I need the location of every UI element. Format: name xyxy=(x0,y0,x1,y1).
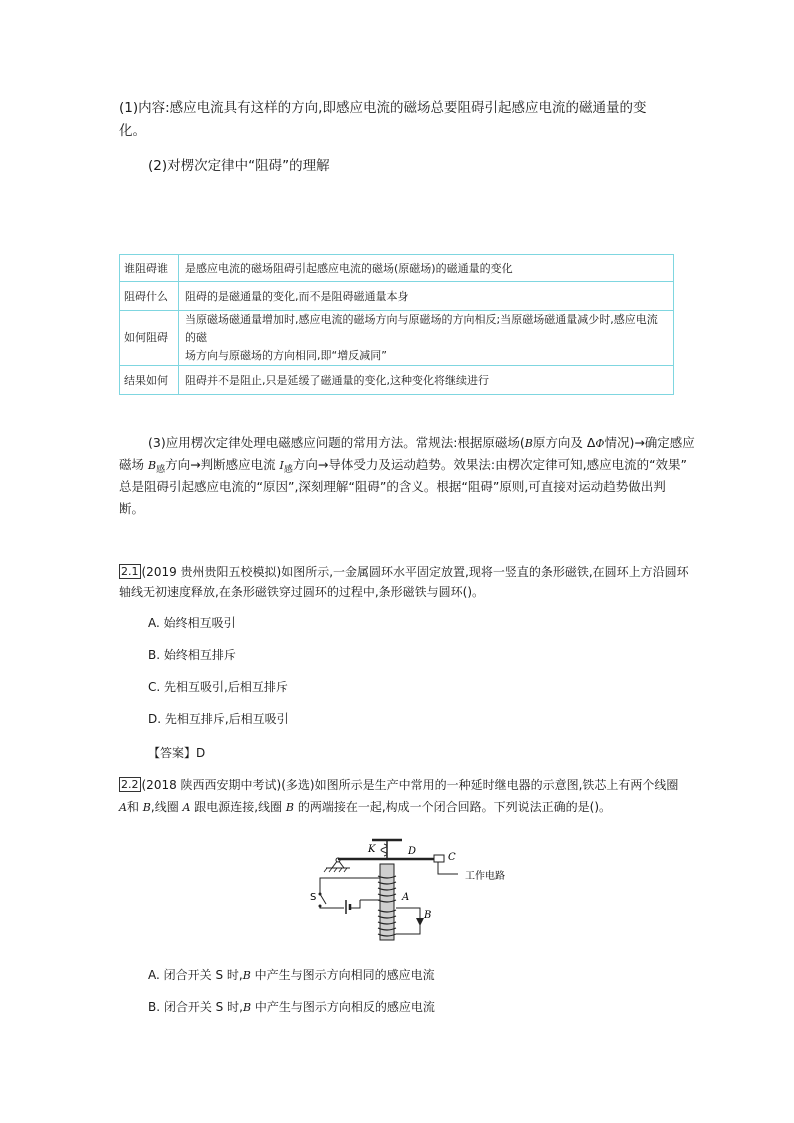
methods-line-2: 磁场 $B_感$方向→判断感应电流 $I_感$方向→导体受力及运动趋势。效果法:由楞次定律可知,感应电流的“效果” xyxy=(119,457,688,475)
option-d: D. 先相互排斥,后相互吸引 xyxy=(148,712,289,726)
label-work-circuit: 工作电路 xyxy=(465,871,505,882)
table-row xyxy=(120,311,674,366)
table-value: 是感应电流的磁场阻碍引起感应电流的磁场(原磁场)的磁通量的变化 xyxy=(179,255,674,282)
table-value: 阻碍并不是阻止,只是延缓了磁通量的变化,这种变化将继续进行 xyxy=(179,366,674,395)
table-key: 结果如何 xyxy=(120,366,179,395)
table-key: 如何阻碍 xyxy=(120,311,179,366)
section-heading-2: (2)对楞次定律中“阻碍”的理解 xyxy=(148,158,330,174)
option-c: C. 先相互吸引,后相互排斥 xyxy=(148,680,288,694)
label-c: C xyxy=(448,852,456,863)
coil-b-loop xyxy=(396,908,420,934)
table-value-line-2: 场方向与原磁场的方向相同,即“增反减同” xyxy=(185,349,387,362)
label-d: D xyxy=(408,846,417,857)
table-value-line-1: 当原磁场磁通量增加时,感应电流的磁场方向与原磁场的方向相反;当原磁场磁通量减少时,感应电流的磁 xyxy=(185,313,658,344)
question-number: 2.2 xyxy=(121,778,139,791)
question-2-2-stem-line-2: A和 B,线圈 A 跟电源连接,线圈 B 的两端接在一起,构成一个闭合回路。下列说法正确的是()。 xyxy=(119,800,612,814)
methods-line-3: 总是阻碍引起感应电流的“原因”,深刻理解“阻碍”的含义。根据“阻碍”原则,可直接对运动趋势做出判 xyxy=(119,479,666,494)
option-a: A. 始终相互吸引 xyxy=(148,616,236,630)
arrow-icon xyxy=(416,918,424,926)
table-value: 阻碍的是磁通量的变化,而不是阻碍磁通量本身 xyxy=(179,282,674,311)
table-row xyxy=(120,282,674,311)
label-k: K xyxy=(368,844,376,855)
content-paragraph-line-2: 化。 xyxy=(119,123,146,139)
spring-icon xyxy=(381,844,387,856)
q2-option-a: A. 闭合开关 S 时,B 中产生与图示方向相同的感应电流 xyxy=(148,968,435,982)
q2-option-b: B. 闭合开关 S 时,B 中产生与图示方向相反的感应电流 xyxy=(148,1000,435,1014)
switch-s xyxy=(320,894,326,904)
table-key: 谁阻碍谁 xyxy=(120,255,179,282)
understanding-table xyxy=(119,254,674,395)
methods-line-1: (3)应用楞次定律处理电磁感应问题的常用方法。常规法:根据原磁场(B原方向及 ΔΦ情况)→确定感应 xyxy=(148,435,695,450)
table-row xyxy=(120,255,674,282)
question-number: 2.1 xyxy=(121,565,139,578)
option-b: B. 始终相互排斥 xyxy=(148,648,236,662)
table-value xyxy=(179,311,674,366)
label-s: S xyxy=(310,892,317,903)
table-key: 阻碍什么 xyxy=(120,282,179,311)
label-b: B xyxy=(424,910,432,921)
answer: 【答案】D xyxy=(148,746,206,760)
relay-diagram xyxy=(300,834,530,946)
question-2-2-stem-line-1: 2.2 (2018 陕西西安期中考试)(多选)如图所示是生产中常用的一种延时继电器的示意图,铁芯上有两个线圈 xyxy=(121,778,679,792)
content-paragraph-line-1: (1)内容:感应电流具有这样的方向,即感应电流的磁场总要阻碍引起感应电流的磁通量的变 xyxy=(119,100,647,116)
label-a: A xyxy=(402,892,410,903)
question-2-1-stem-line-1: 2.1 (2019 贵州贵阳五校模拟)如图所示,一金属圆环水平固定放置,现将一竖直的条形磁铁,在圆环上方沿圆环 xyxy=(121,565,689,579)
table-row xyxy=(120,366,674,395)
contact-c xyxy=(434,855,444,862)
methods-line-4: 断。 xyxy=(119,501,145,516)
question-2-1-stem-line-2: 轴线无初速度释放,在条形磁铁穿过圆环的过程中,条形磁铁与圆环()。 xyxy=(119,585,484,599)
